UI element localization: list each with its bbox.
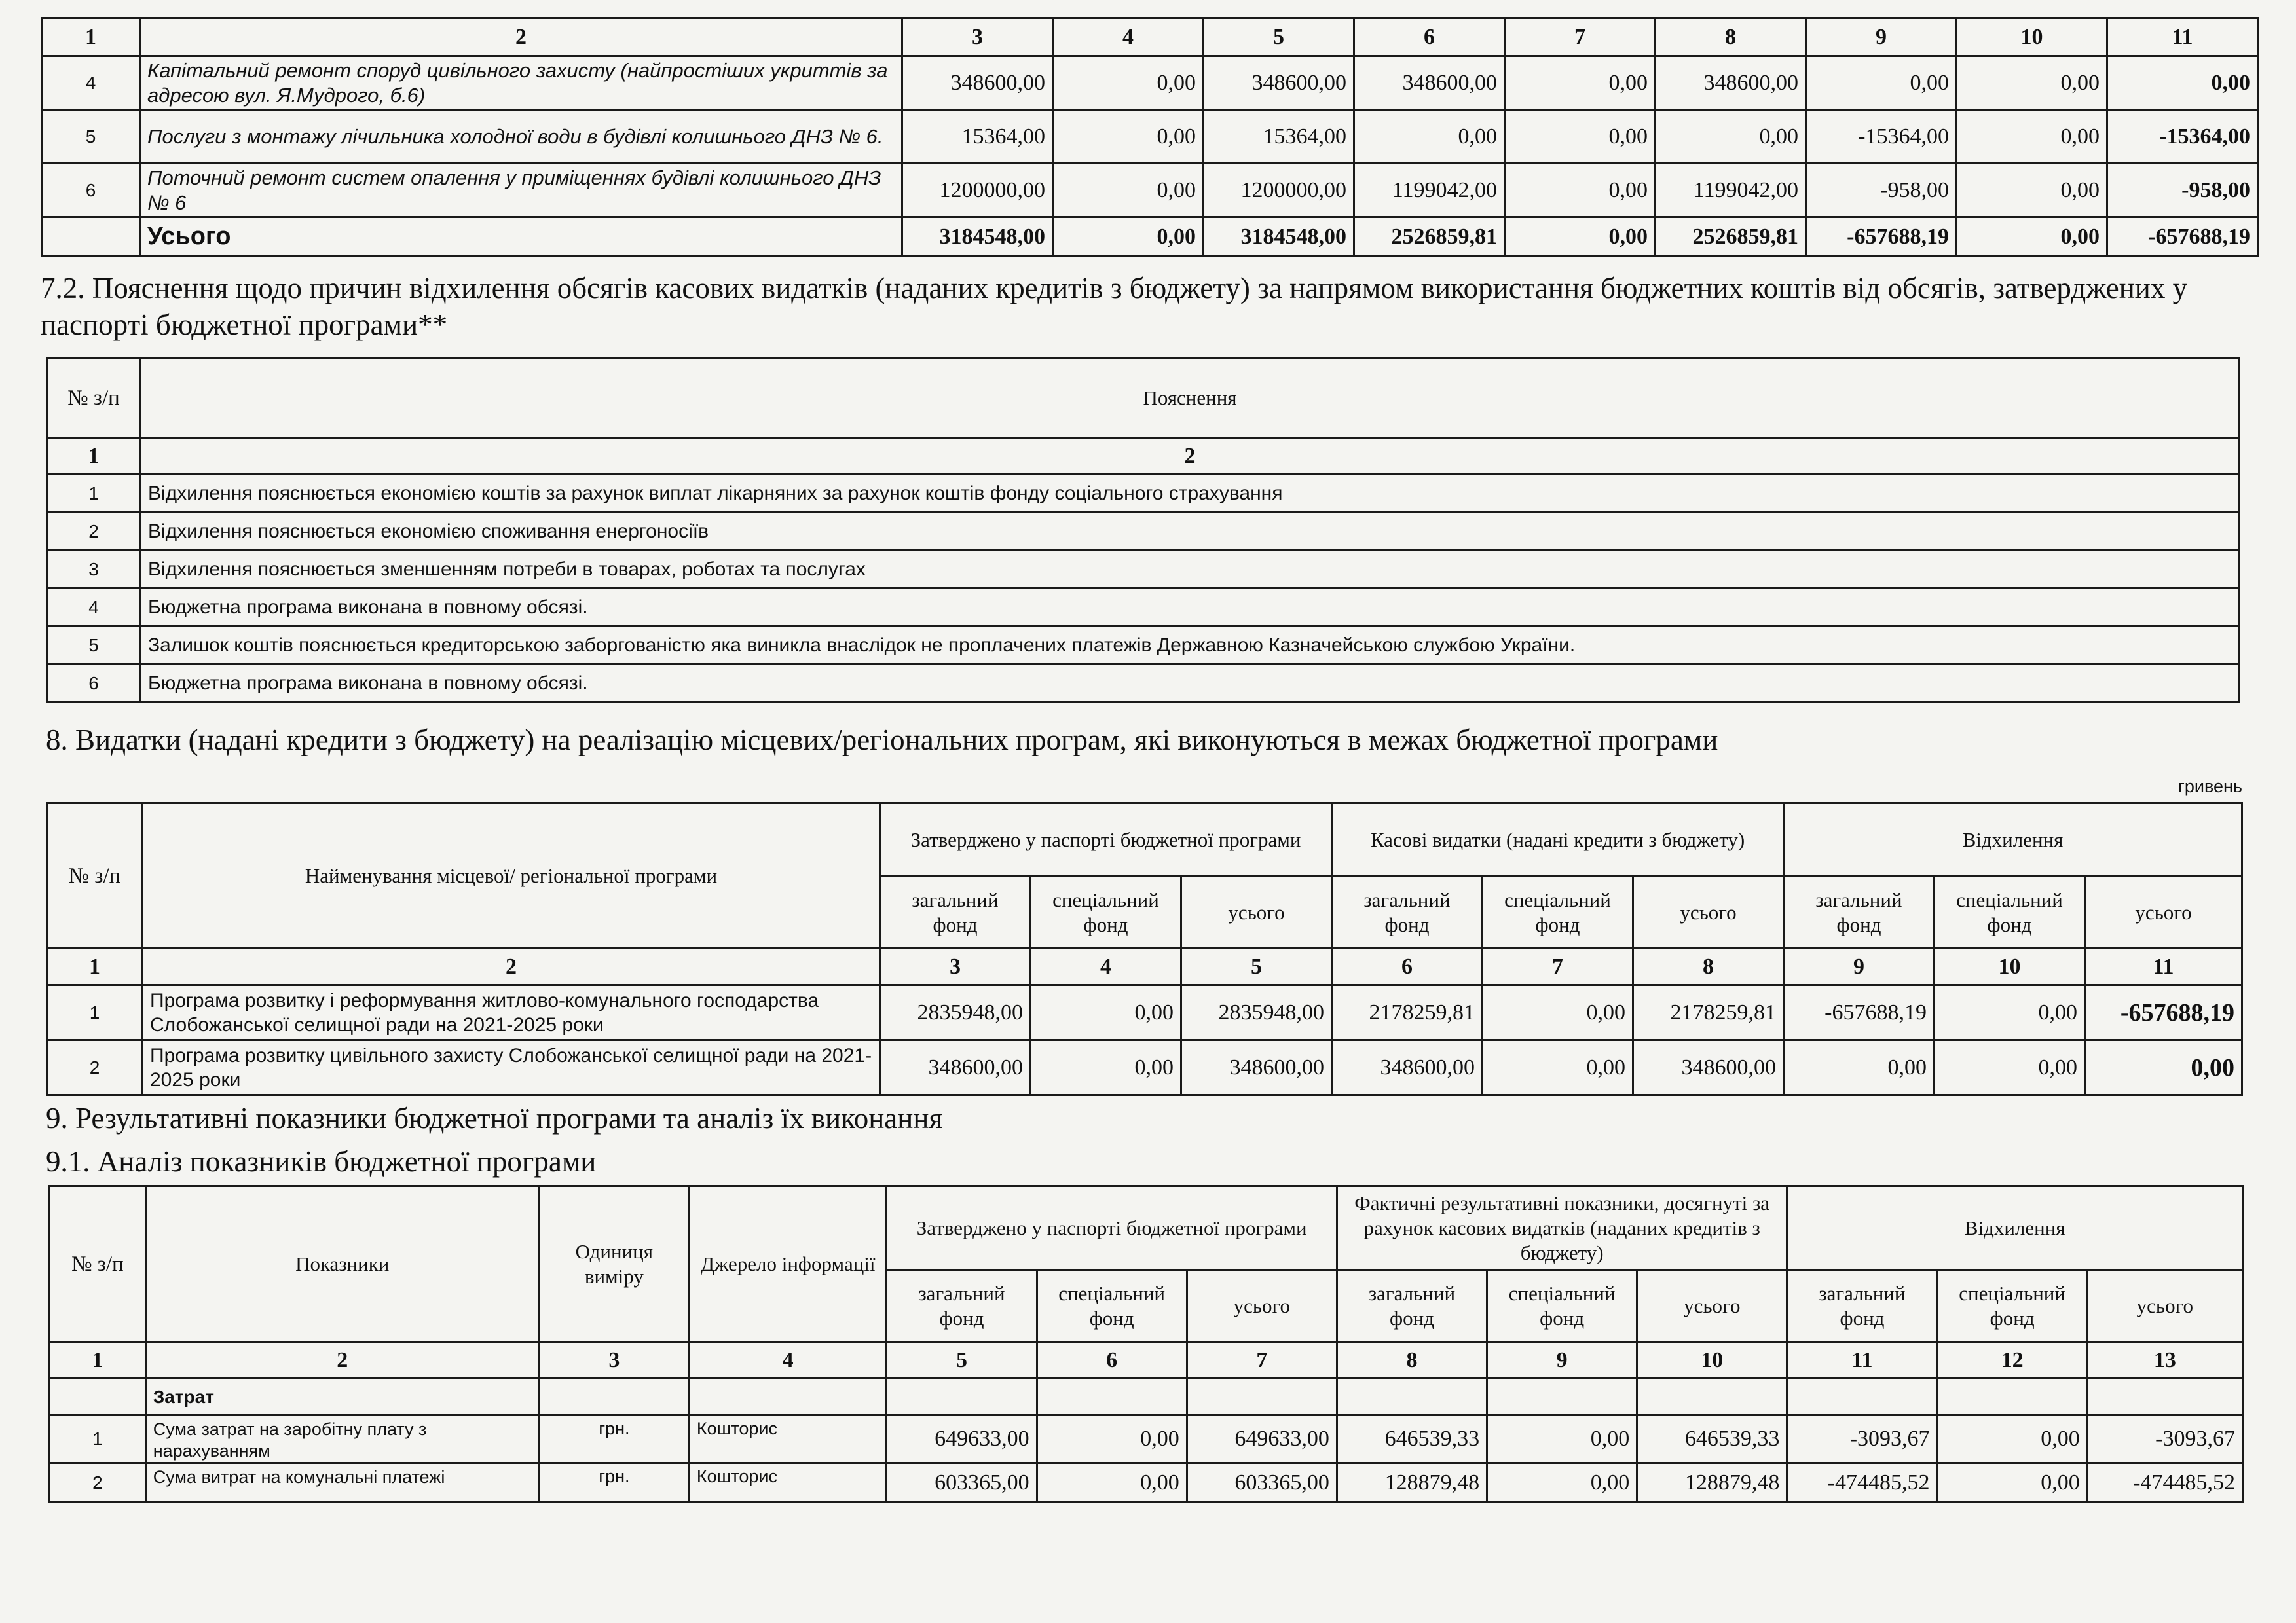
cell-value: -474485,52 <box>1787 1463 1937 1503</box>
col-num: 11 <box>2107 18 2258 56</box>
cell-value: 15364,00 <box>902 110 1053 164</box>
header-special-fund: спеціальний фонд <box>1483 877 1633 949</box>
row-name: Капітальний ремонт споруд цивільного захисту (найпростіших укриттів за адресою вул. Я.Мудрого, б.6) <box>140 56 902 110</box>
header-source: Джерело інформації <box>689 1186 887 1342</box>
col-num: 1 <box>50 1342 146 1379</box>
col-num: 12 <box>1937 1342 2087 1379</box>
col-num: 1 <box>47 438 141 475</box>
cell-value: 649633,00 <box>887 1415 1037 1463</box>
cell-value: 0,00 <box>1483 1040 1633 1095</box>
cell-value: 603365,00 <box>887 1463 1037 1503</box>
source-cell: Кошторис <box>689 1463 887 1503</box>
col-num: 8 <box>1656 18 1806 56</box>
header-total: усього <box>1637 1270 1787 1342</box>
header-special-fund: спеціальний фонд <box>1037 1270 1187 1342</box>
row-number: 6 <box>42 164 140 217</box>
total-value: 0,00 <box>1505 217 1656 257</box>
column-number-row <box>47 438 2240 475</box>
cell-value: 348600,00 <box>880 1040 1031 1095</box>
cell-value: 128879,48 <box>1637 1463 1787 1503</box>
cell-value: -657688,19 <box>2085 985 2242 1040</box>
row-number: 1 <box>50 1415 146 1463</box>
cell-value: 0,00 <box>1037 1463 1187 1503</box>
cell-value: 0,00 <box>1505 110 1656 164</box>
cell-value: 0,00 <box>1053 110 1204 164</box>
cell-value: 0,00 <box>1505 56 1656 110</box>
explanation-table <box>46 357 2240 703</box>
cell-value: 0,00 <box>1937 1463 2087 1503</box>
unit-cell: грн. <box>539 1463 689 1503</box>
col-num: 6 <box>1037 1342 1187 1379</box>
explanation-text: Відхилення пояснюється зменшенням потреби в товарах, роботах та послугах <box>141 551 2240 589</box>
group-row <box>50 1379 2243 1415</box>
total-value: 2526859,81 <box>1656 217 1806 257</box>
cell-value: 1200000,00 <box>902 164 1053 217</box>
col-num: 4 <box>1031 949 1181 985</box>
row-number: 2 <box>50 1463 146 1503</box>
table-row <box>47 551 2240 589</box>
row-name: Поточний ремонт систем опалення у приміщеннях будівлі колишнього ДНЗ № 6 <box>140 164 902 217</box>
cell-value: 1200000,00 <box>1204 164 1354 217</box>
cell-value: 2178259,81 <box>1332 985 1483 1040</box>
col-num: 3 <box>539 1342 689 1379</box>
col-num: 11 <box>2085 949 2242 985</box>
row-number: 1 <box>47 475 141 513</box>
header-number: № з/п <box>47 803 143 949</box>
cell-value: 649633,00 <box>1187 1415 1337 1463</box>
local-programs-table <box>46 802 2243 1096</box>
cell-value: 0,00 <box>1957 56 2107 110</box>
indicator-name: Сума витрат на комунальні платежі <box>145 1463 539 1503</box>
col-num: 6 <box>1354 18 1505 56</box>
explanation-text: Бюджетна програма виконана в повному обсязі. <box>141 589 2240 627</box>
cell-value: 128879,48 <box>1337 1463 1487 1503</box>
header-special-fund: спеціальний фонд <box>1487 1270 1637 1342</box>
group-label: Затрат <box>145 1379 539 1415</box>
col-num: 9 <box>1784 949 1935 985</box>
cell-value: 0,00 <box>1053 164 1204 217</box>
cell-value: 2178259,81 <box>1633 985 1784 1040</box>
row-number: 2 <box>47 513 141 551</box>
cell-value: 0,00 <box>1354 110 1505 164</box>
header-cash-expenses: Касові видатки (надані кредити з бюджету) <box>1332 803 1784 877</box>
table-row <box>47 475 2240 513</box>
program-name: Програма розвитку і реформування житлово-комунального господарства Слобожанської селищної ради на 2021-2025 роки <box>143 985 880 1040</box>
cell-value: 1199042,00 <box>1354 164 1505 217</box>
cell-value: 646539,33 <box>1337 1415 1487 1463</box>
header-total: усього <box>1181 877 1332 949</box>
header-explanation: Пояснення <box>141 358 2240 438</box>
cell-value: -958,00 <box>1806 164 1957 217</box>
cell-value: 0,00 <box>1937 1415 2087 1463</box>
cell-value: 603365,00 <box>1187 1463 1337 1503</box>
cell-value: 0,00 <box>1784 1040 1935 1095</box>
cell-value: 1199042,00 <box>1656 164 1806 217</box>
total-value: -657688,19 <box>1806 217 1957 257</box>
header-special-fund: спеціальний фонд <box>1031 877 1181 949</box>
table-row <box>42 110 2258 164</box>
col-num: 4 <box>1053 18 1204 56</box>
row-number: 6 <box>47 665 141 702</box>
header-indicators: Показники <box>145 1186 539 1342</box>
row-name: Послуги з монтажу лічильника холодної води в будівлі колишнього ДНЗ № 6. <box>140 110 902 164</box>
col-num: 2 <box>143 949 880 985</box>
table-row <box>47 589 2240 627</box>
cell-value: 646539,33 <box>1637 1415 1787 1463</box>
cell-value: 0,00 <box>1935 1040 2085 1095</box>
col-num: 2 <box>141 438 2240 475</box>
header-special-fund: спеціальний фонд <box>1937 1270 2087 1342</box>
column-number-row <box>42 18 2258 56</box>
cell-value: 0,00 <box>1037 1415 1187 1463</box>
col-num: 13 <box>2087 1342 2242 1379</box>
total-row <box>42 217 2258 257</box>
header-deviation: Відхилення <box>1787 1186 2243 1270</box>
cell-value: -657688,19 <box>1784 985 1935 1040</box>
col-num: 8 <box>1337 1342 1487 1379</box>
cell-value: 0,00 <box>2107 56 2258 110</box>
cell-value: 0,00 <box>1053 56 1204 110</box>
cell-value: 0,00 <box>1487 1463 1637 1503</box>
col-num: 3 <box>880 949 1031 985</box>
table-row <box>47 1040 2242 1095</box>
col-num: 3 <box>902 18 1053 56</box>
header-row <box>47 803 2242 877</box>
header-actual: Фактичні результативні показники, досягнуті за рахунок касових видатків (наданих кредитів з бюджету) <box>1337 1186 1787 1270</box>
row-number: 4 <box>47 589 141 627</box>
header-number: № з/п <box>50 1186 146 1342</box>
cell-value: 348600,00 <box>1656 56 1806 110</box>
col-num: 2 <box>145 1342 539 1379</box>
col-num: 7 <box>1187 1342 1337 1379</box>
col-num: 10 <box>1637 1342 1787 1379</box>
header-approved: Затверджено у паспорті бюджетної програми <box>880 803 1332 877</box>
section-7-2-heading: 7.2. Пояснення щодо причин відхилення обсягів касових видатків (наданих кредитів з бюджету) за напрямом використання бюджетних коштів від обсягів, затверджених у паспорті бюджетної програми** <box>41 272 2188 341</box>
row-number: 3 <box>47 551 141 589</box>
explanation-text: Залишок коштів пояснюється кредиторською заборгованістю яка виникла внаслідок не проплачених платежів Державною Казначейською службою України. <box>141 627 2240 665</box>
header-total: усього <box>2087 1270 2242 1342</box>
cell-value: 348600,00 <box>1633 1040 1784 1095</box>
cell-value: 348600,00 <box>1181 1040 1332 1095</box>
header-program-name: Найменування місцевої/ регіональної програми <box>143 803 880 949</box>
cell-value: 0,00 <box>1487 1415 1637 1463</box>
header-unit: Одиниця виміру <box>539 1186 689 1342</box>
header-general-fund: загальний фонд <box>1337 1270 1487 1342</box>
row-number: 5 <box>42 110 140 164</box>
cell-value: 2835948,00 <box>880 985 1031 1040</box>
section-9-1-heading: 9.1. Аналіз показників бюджетної програми <box>46 1145 597 1178</box>
cell-value: 0,00 <box>1935 985 2085 1040</box>
table-row <box>47 627 2240 665</box>
cell-value: 0,00 <box>1957 110 2107 164</box>
cell-value: 348600,00 <box>1332 1040 1483 1095</box>
col-num: 2 <box>140 18 902 56</box>
col-num: 7 <box>1505 18 1656 56</box>
expenditure-table-continued <box>41 17 2259 257</box>
source-cell: Кошторис <box>689 1415 887 1463</box>
cell-value: 0,00 <box>1031 985 1181 1040</box>
header-general-fund: загальний фонд <box>1784 877 1935 949</box>
row-number: 1 <box>47 985 143 1040</box>
cell-value: 348600,00 <box>1204 56 1354 110</box>
header-row <box>50 1186 2243 1270</box>
header-deviation: Відхилення <box>1784 803 2242 877</box>
header-general-fund: загальний фонд <box>1332 877 1483 949</box>
cell-value: 0,00 <box>1031 1040 1181 1095</box>
header-total: усього <box>1633 877 1784 949</box>
table-row <box>47 985 2242 1040</box>
explanation-text: Відхилення пояснюється економією споживання енергоносіїв <box>141 513 2240 551</box>
table-row <box>50 1415 2243 1463</box>
indicator-name: Сума затрат на заробітну плату з нарахуванням <box>145 1415 539 1463</box>
table-row <box>47 513 2240 551</box>
cell-value: 0,00 <box>1483 985 1633 1040</box>
col-num: 5 <box>1204 18 1354 56</box>
cell-value: 348600,00 <box>1354 56 1505 110</box>
row-number: 2 <box>47 1040 143 1095</box>
col-num: 6 <box>1332 949 1483 985</box>
cell-value: -3093,67 <box>2087 1415 2242 1463</box>
cell-value: 348600,00 <box>902 56 1053 110</box>
header-approved: Затверджено у паспорті бюджетної програми <box>887 1186 1337 1270</box>
header-general-fund: загальний фонд <box>880 877 1031 949</box>
cell-value: 2835948,00 <box>1181 985 1332 1040</box>
section-8-heading: 8. Видатки (надані кредити з бюджету) на реалізацію місцевих/регіональних програм, які виконуються в межах бюджетної програми <box>46 723 1718 756</box>
section-9-heading: 9. Результативні показники бюджетної програми та аналіз їх виконання <box>46 1102 943 1135</box>
total-value: 3184548,00 <box>902 217 1053 257</box>
total-value: 0,00 <box>1053 217 1204 257</box>
col-num: 1 <box>47 949 143 985</box>
col-num: 7 <box>1483 949 1633 985</box>
cell-value: -958,00 <box>2107 164 2258 217</box>
col-num: 5 <box>887 1342 1037 1379</box>
col-num: 9 <box>1806 18 1957 56</box>
explanation-text: Відхилення пояснюється економією коштів за рахунок виплат лікарняних за рахунок коштів фонду соціального страхування <box>141 475 2240 513</box>
currency-unit: гривень <box>2178 776 2242 796</box>
unit-cell: грн. <box>539 1415 689 1463</box>
cell-value: -15364,00 <box>2107 110 2258 164</box>
total-label: Усього <box>140 217 902 257</box>
col-num: 8 <box>1633 949 1784 985</box>
cell-value: 0,00 <box>1656 110 1806 164</box>
row-number: 4 <box>42 56 140 110</box>
col-num: 10 <box>1935 949 2085 985</box>
total-value: 3184548,00 <box>1204 217 1354 257</box>
header-special-fund: спеціальний фонд <box>1935 877 2085 949</box>
col-num: 10 <box>1957 18 2107 56</box>
total-value: 2526859,81 <box>1354 217 1505 257</box>
cell-value: 0,00 <box>1957 164 2107 217</box>
table-row <box>42 56 2258 110</box>
program-name: Програма розвитку цивільного захисту Слобожанської селищної ради на 2021-2025 роки <box>143 1040 880 1095</box>
cell-value: -15364,00 <box>1806 110 1957 164</box>
indicators-table <box>48 1185 2244 1503</box>
col-num: 9 <box>1487 1342 1637 1379</box>
header-total: усього <box>1187 1270 1337 1342</box>
cell-value: -3093,67 <box>1787 1415 1937 1463</box>
total-value: -657688,19 <box>2107 217 2258 257</box>
table-row <box>50 1463 2243 1503</box>
col-num: 5 <box>1181 949 1332 985</box>
header-general-fund: загальний фонд <box>887 1270 1037 1342</box>
col-num: 1 <box>42 18 140 56</box>
column-number-row <box>50 1342 2243 1379</box>
col-num: 11 <box>1787 1342 1937 1379</box>
row-number: 5 <box>47 627 141 665</box>
explanation-text: Бюджетна програма виконана в повному обсязі. <box>141 665 2240 702</box>
cell-value: -474485,52 <box>2087 1463 2242 1503</box>
cell-value: 15364,00 <box>1204 110 1354 164</box>
col-num: 4 <box>689 1342 887 1379</box>
table-row <box>47 665 2240 702</box>
column-number-row <box>47 949 2242 985</box>
header-total: усього <box>2085 877 2242 949</box>
cell-value: 0,00 <box>1505 164 1656 217</box>
total-value: 0,00 <box>1957 217 2107 257</box>
header-general-fund: загальний фонд <box>1787 1270 1937 1342</box>
header-row <box>47 358 2240 438</box>
cell-value: 0,00 <box>1806 56 1957 110</box>
header-number: № з/п <box>47 358 141 438</box>
table-row <box>42 164 2258 217</box>
cell-value: 0,00 <box>2085 1040 2242 1095</box>
